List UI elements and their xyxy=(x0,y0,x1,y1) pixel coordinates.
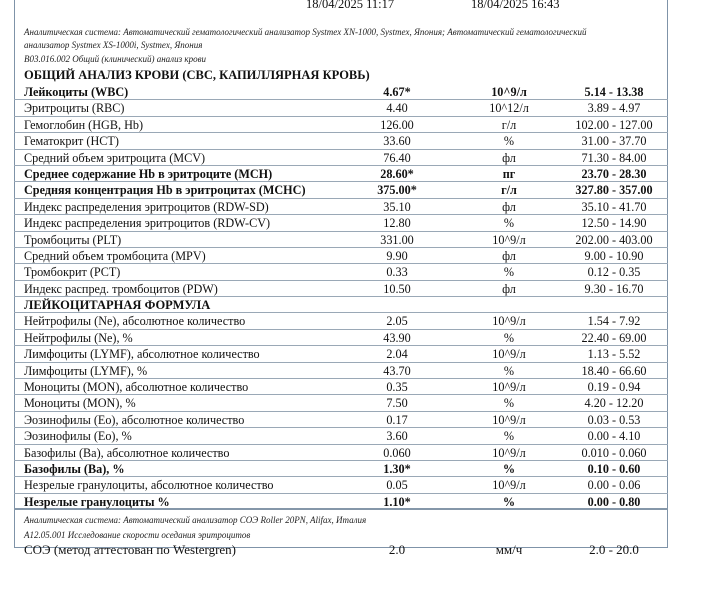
table-row-esr xyxy=(14,542,668,558)
table-row xyxy=(14,100,668,116)
row-name: Незрелые гранулоциты % xyxy=(24,494,170,509)
row-name: Средняя концентрация Hb в эритроцитах (MCHC) xyxy=(24,183,306,198)
row-reference: 102.00 - 127.00 xyxy=(575,117,653,132)
table-row xyxy=(14,199,668,215)
row-unit: пг xyxy=(502,166,516,181)
row-unit: 10^9/л xyxy=(492,478,526,493)
row-reference: 23.70 - 28.30 xyxy=(581,166,647,181)
table-row xyxy=(14,379,668,395)
row-name: Эозинофилы (Eo), абсолютное количество xyxy=(24,412,245,427)
row-name: Базофилы (Ba), % xyxy=(24,461,125,476)
row-unit: 10^9/л xyxy=(491,85,527,99)
row-value: 2.0 xyxy=(388,542,406,557)
row-reference: 4.20 - 12.20 xyxy=(584,396,644,411)
row-unit: 10^9/л xyxy=(492,347,526,362)
row-value: 43.90 xyxy=(383,330,411,345)
row-unit: фл xyxy=(502,150,516,165)
table-row xyxy=(14,182,668,198)
row-name: Тромбокрит (PCT) xyxy=(24,265,121,280)
table-row xyxy=(14,494,668,510)
row-reference: 327.80 - 357.00 xyxy=(575,183,653,198)
row-value: 35.10 xyxy=(383,199,411,214)
row-name: Эозинофилы (Eo), % xyxy=(24,429,132,444)
row-reference: 3.89 - 4.97 xyxy=(587,101,641,116)
row-reference: 1.13 - 5.52 xyxy=(587,347,641,362)
row-value: 7.50 xyxy=(386,396,408,411)
row-unit: фл xyxy=(502,248,516,263)
cbc-section-title: ОБЩИЙ АНАЛИЗ КРОВИ (СВС, КАПИЛЛЯРНАЯ КРОВЬ) xyxy=(24,68,370,82)
row-name: Индекс распред. тромбоцитов (PDW) xyxy=(24,281,218,296)
row-value: 28.60* xyxy=(380,166,414,181)
row-value: 375.00* xyxy=(377,183,417,198)
row-name: Лимфоциты (LYMF), абсолютное количество xyxy=(24,347,260,362)
row-unit: 10^12/л xyxy=(489,101,529,116)
row-reference: 0.12 - 0.35 xyxy=(587,265,641,280)
row-reference: 1.54 - 7.92 xyxy=(587,314,641,329)
leuko-section-title-text: ЛЕЙКОЦИТАРНАЯ ФОРМУЛА xyxy=(24,298,211,312)
row-value: 1.30* xyxy=(383,461,411,476)
table-row xyxy=(14,281,668,297)
row-unit: % xyxy=(503,396,515,411)
row-reference: 31.00 - 37.70 xyxy=(581,134,647,149)
row-reference: 35.10 - 41.70 xyxy=(581,199,647,214)
row-name: Нейтрофилы (Ne), абсолютное количество xyxy=(24,314,246,329)
row-name: Среднее содержание Hb в эритроците (MCH) xyxy=(24,166,273,181)
dates-header xyxy=(0,0,702,13)
esr-table xyxy=(14,542,668,558)
row-reference: 0.00 - 4.10 xyxy=(587,429,641,444)
row-unit: % xyxy=(503,330,515,345)
row-value: 0.05 xyxy=(386,478,408,493)
esr-system-line: Аналитическая система: Автоматический анализатор СОЭ Roller 20PN, Alifax, Италия xyxy=(24,515,367,525)
table-row xyxy=(14,330,668,346)
row-name: Гематокрит (HCT) xyxy=(24,134,119,149)
table-row xyxy=(14,477,668,493)
row-name: Индекс распределения эритроцитов (RDW-CV) xyxy=(24,216,271,231)
table-row xyxy=(14,150,668,166)
row-name: Гемоглобин (HGB, Hb) xyxy=(24,117,144,132)
row-unit: г/л xyxy=(501,117,517,132)
table-row xyxy=(14,232,668,248)
row-value: 0.17 xyxy=(386,412,408,427)
row-unit: % xyxy=(503,216,515,231)
table-row xyxy=(14,215,668,231)
row-reference: 202.00 - 403.00 xyxy=(575,232,653,247)
row-reference: 0.19 - 0.94 xyxy=(587,379,641,394)
row-value: 2.05 xyxy=(386,314,408,329)
table-row xyxy=(14,248,668,264)
table-row xyxy=(14,412,668,428)
row-unit: % xyxy=(502,494,516,509)
row-value: 126.00 xyxy=(380,117,414,132)
row-value: 4.67* xyxy=(383,85,411,99)
table-row xyxy=(14,84,668,100)
row-name: Средний объем тромбоцита (MPV) xyxy=(24,248,206,263)
table-row xyxy=(14,166,668,182)
row-reference: 0.10 - 0.60 xyxy=(587,461,641,476)
row-name: Индекс распределения эритроцитов (RDW-SD) xyxy=(24,199,269,214)
cbc-system-line2: анализатор Systmex XS-1000i, Systmex, Япония xyxy=(24,40,203,50)
row-name: Лимфоциты (LYMF), % xyxy=(24,363,148,378)
row-reference: 18.40 - 66.60 xyxy=(581,363,647,378)
row-reference: 71.30 - 84.00 xyxy=(581,150,647,165)
row-unit: 10^9/л xyxy=(492,379,526,394)
row-reference: 9.00 - 10.90 xyxy=(584,248,644,263)
table-row xyxy=(14,346,668,362)
table-row xyxy=(14,461,668,477)
row-value: 76.40 xyxy=(383,150,411,165)
row-name: Моноциты (MON), % xyxy=(24,396,136,411)
leuko-table xyxy=(14,297,668,510)
row-name: Средний объем эритроцита (MCV) xyxy=(24,150,206,165)
row-value: 0.35 xyxy=(386,379,408,394)
row-unit: 10^9/л xyxy=(492,314,526,329)
row-name: Моноциты (MON), абсолютное количество xyxy=(24,379,249,394)
row-value: 9.90 xyxy=(386,248,408,263)
row-reference: 9.30 - 16.70 xyxy=(584,281,644,296)
row-unit: г/л xyxy=(501,183,517,198)
date-taken: 18/04/2025 11:17 xyxy=(306,0,395,11)
row-reference: 0.03 - 0.53 xyxy=(587,412,641,427)
date-result: 18/04/2025 16:43 xyxy=(471,0,560,11)
row-value: 0.060 xyxy=(383,445,411,460)
row-value: 10.50 xyxy=(383,281,411,296)
table-row xyxy=(14,133,668,149)
row-reference: 22.40 - 69.00 xyxy=(581,330,647,345)
row-unit: фл xyxy=(502,281,516,296)
row-value: 2.04 xyxy=(386,347,408,362)
row-unit: 10^9/л xyxy=(492,412,526,427)
row-value: 33.60 xyxy=(383,134,411,149)
esr-code-line: A12.05.001 Исследование скорости оседания эритроцитов xyxy=(24,530,251,540)
row-unit: фл xyxy=(502,199,516,214)
row-unit: мм/ч xyxy=(495,542,523,557)
row-value: 43.70 xyxy=(383,363,411,378)
row-unit: % xyxy=(503,134,515,149)
row-unit: % xyxy=(503,429,515,444)
leuko-section-title xyxy=(14,297,668,313)
cbc-code-line: B03.016.002 Общий (клинический) анализ крови xyxy=(24,54,206,64)
table-row xyxy=(14,428,668,444)
row-value: 3.60 xyxy=(386,429,408,444)
row-name: Тромбоциты (PLT) xyxy=(24,232,122,247)
table-row xyxy=(14,264,668,280)
row-unit: % xyxy=(503,363,515,378)
row-name: СОЭ (метод аттестован по Westergren) xyxy=(24,542,236,557)
table-row xyxy=(14,363,668,379)
cbc-table xyxy=(14,84,668,297)
row-reference: 0.00 - 0.80 xyxy=(587,494,641,509)
row-name: Эритроциты (RBC) xyxy=(24,101,125,116)
row-name: Лейкоциты (WBC) xyxy=(24,85,129,99)
row-value: 0.33 xyxy=(386,265,408,280)
row-unit: 10^9/л xyxy=(492,445,526,460)
row-value: 12.80 xyxy=(383,216,411,231)
row-unit: 10^9/л xyxy=(492,232,526,247)
row-name: Незрелые гранулоциты, абсолютное количество xyxy=(24,478,274,493)
row-reference: 2.0 - 20.0 xyxy=(589,542,639,557)
row-name: Нейтрофилы (Ne), % xyxy=(24,330,133,345)
row-reference: 0.00 - 0.06 xyxy=(587,478,641,493)
row-reference: 5.14 - 13.38 xyxy=(584,85,644,99)
row-unit: % xyxy=(502,461,516,476)
table-row xyxy=(14,117,668,133)
row-reference: 12.50 - 14.90 xyxy=(581,216,647,231)
table-row xyxy=(14,313,668,329)
table-row xyxy=(14,445,668,461)
row-value: 331.00 xyxy=(380,232,414,247)
cbc-system-line1: Аналитическая система: Автоматический гематологический анализатор Systmex XN-1000, Systmex, Япония; Автоматический гематологический xyxy=(24,27,587,37)
row-value: 4.40 xyxy=(386,101,408,116)
row-reference: 0.010 - 0.060 xyxy=(581,445,647,460)
table-row xyxy=(14,395,668,411)
row-name: Базофилы (Ba), абсолютное количество xyxy=(24,445,230,460)
row-value: 1.10* xyxy=(383,494,411,509)
row-unit: % xyxy=(503,265,515,280)
